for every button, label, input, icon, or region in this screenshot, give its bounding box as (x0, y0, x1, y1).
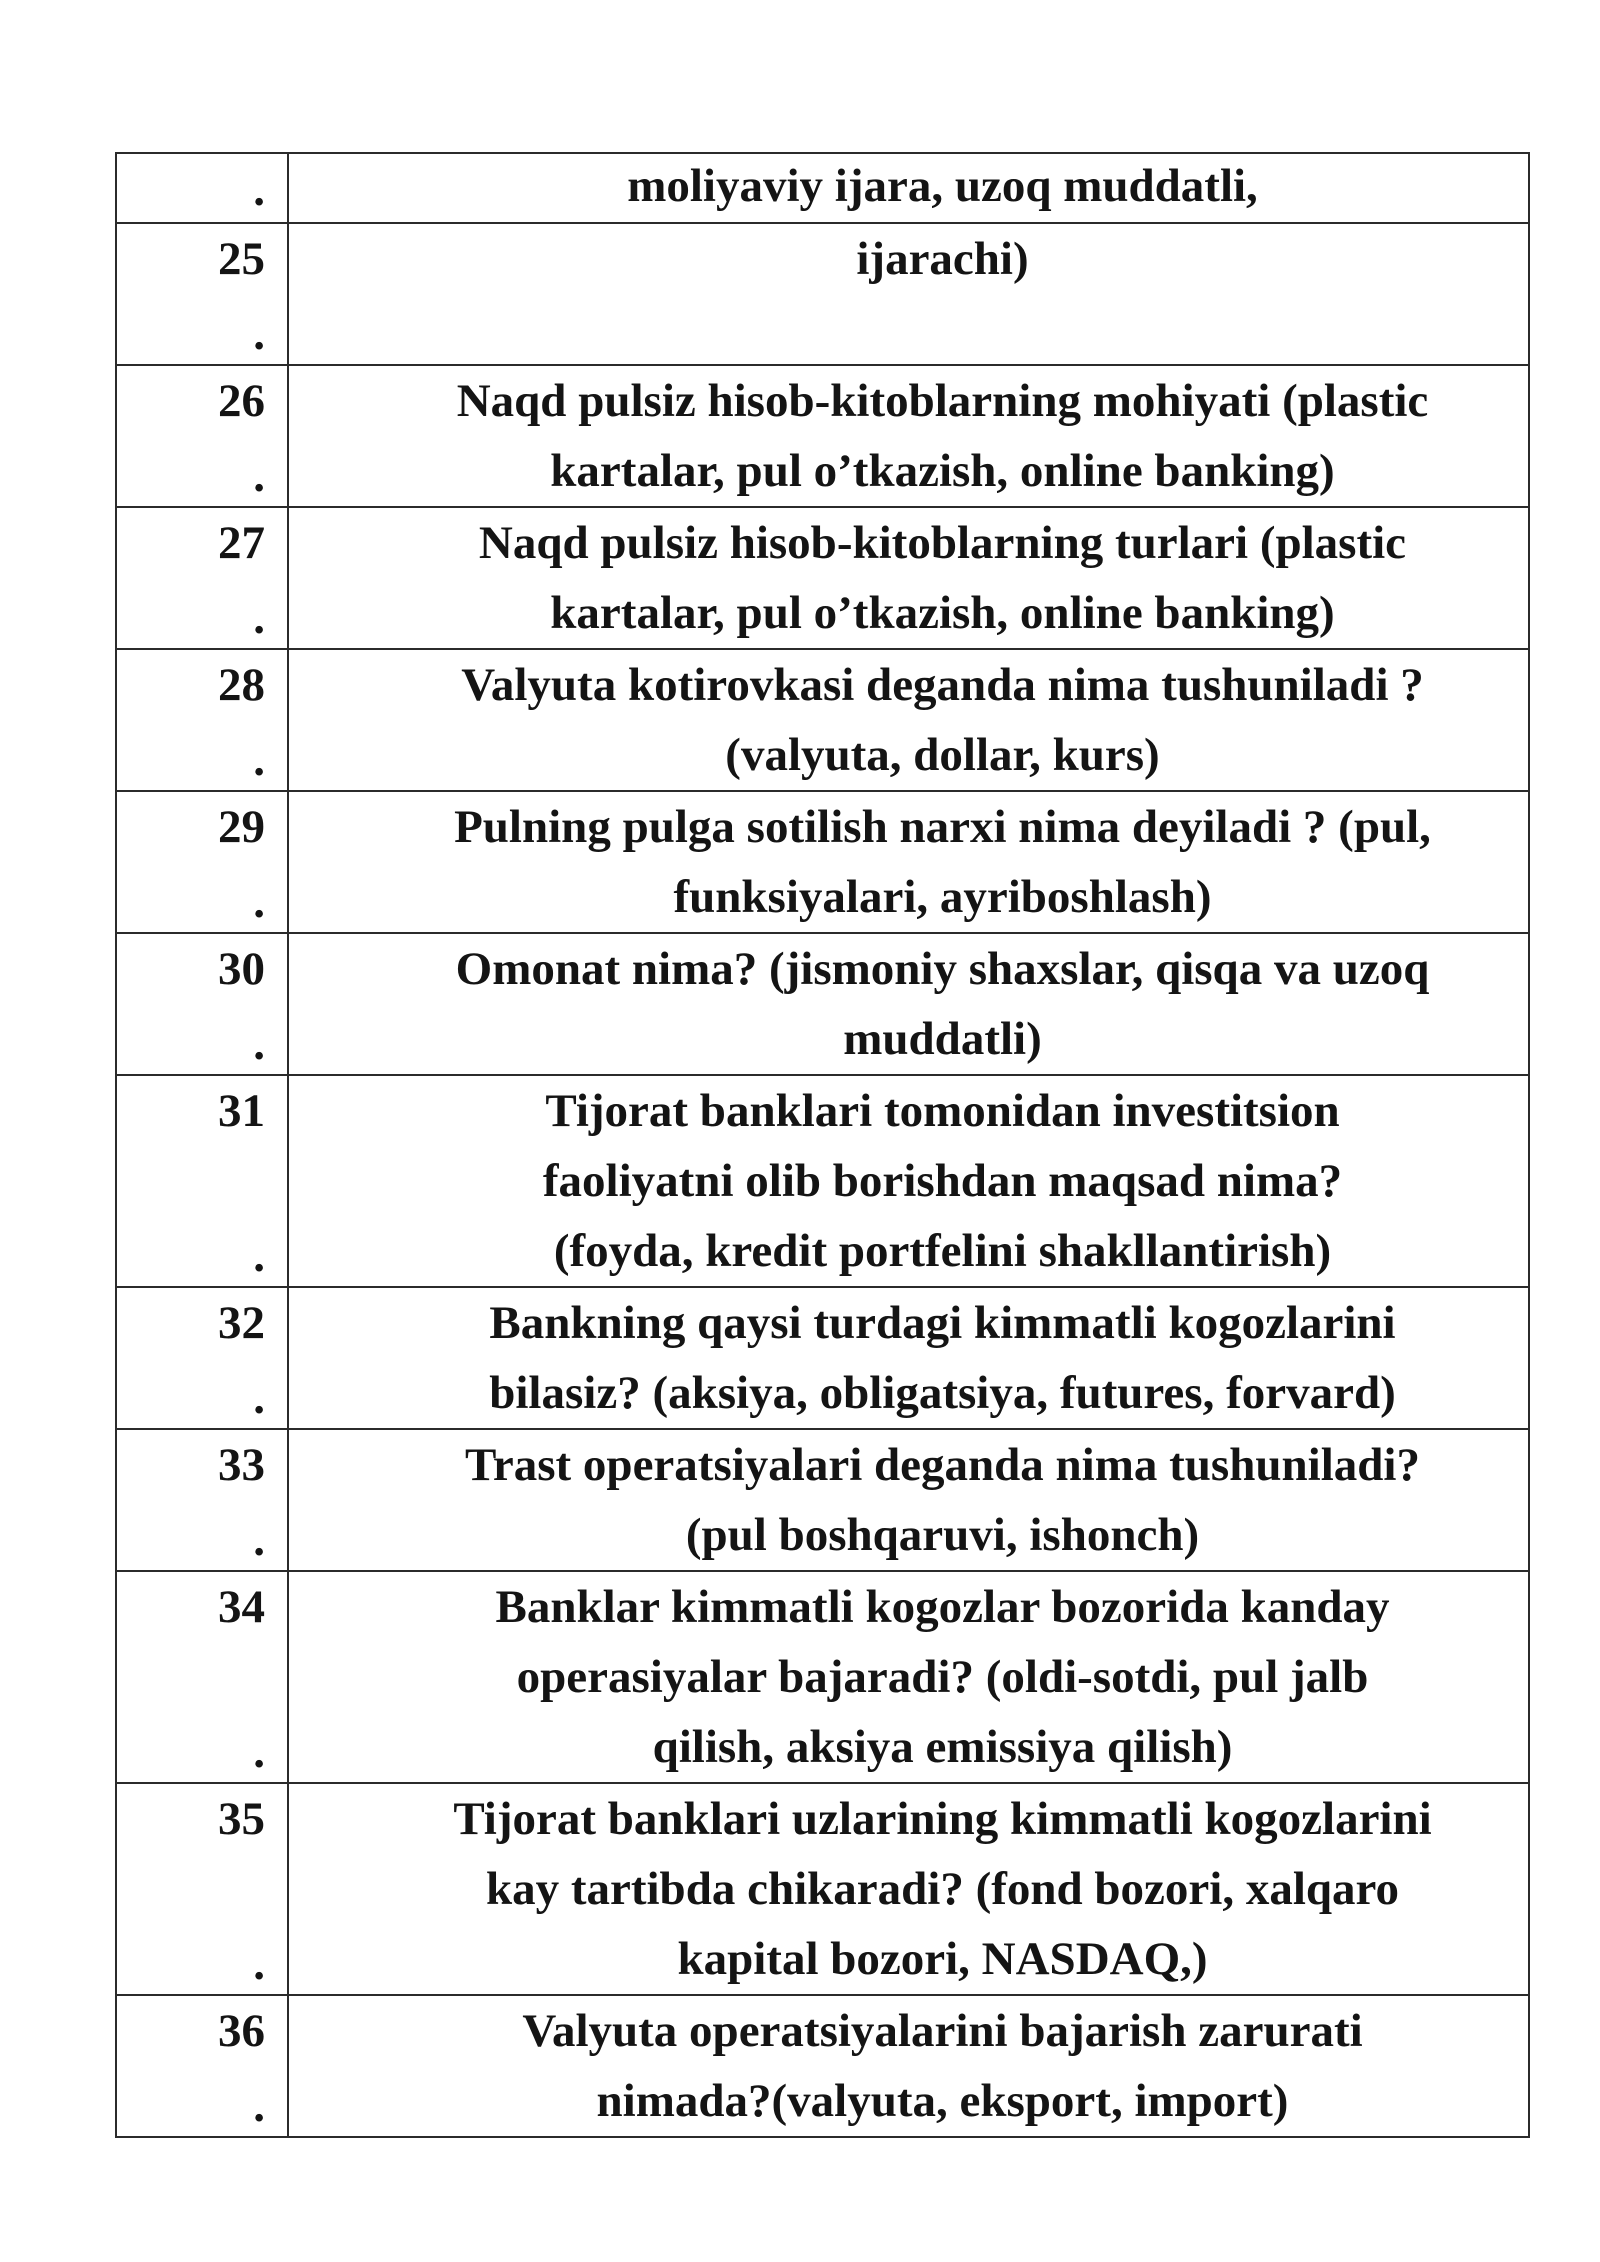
question-cell (288, 1429, 1529, 1571)
row-number-cell (116, 1075, 288, 1287)
row-number: 35 (218, 1793, 265, 1845)
row-number-cell (116, 791, 288, 933)
question-text-line: funksiyalari, ayriboshlash) (673, 871, 1212, 923)
row-number-dot: . (253, 592, 265, 644)
table-row (116, 1429, 1529, 1571)
question-table-body (116, 153, 1529, 2137)
question-text-line: Banklar kimmatli kogozlar bozorida kanday (495, 1581, 1390, 1633)
row-number: 36 (218, 2005, 265, 2057)
question-text-line: qilish, aksiya emissiya qilish) (652, 1721, 1233, 1773)
question-text-line: Omonat nima? (jismoniy shaxslar, qisqa va uzoq (455, 943, 1430, 995)
table-row (116, 1287, 1529, 1429)
question-cell (288, 507, 1529, 649)
question-cell (288, 1783, 1529, 1995)
table-row (116, 1075, 1529, 1287)
table-row (116, 1995, 1529, 2137)
row-number: 29 (218, 801, 265, 853)
row-number-dot: . (253, 1230, 265, 1282)
row-number-dot: . (253, 1018, 265, 1070)
question-text-line: (valyuta, dollar, kurs) (725, 729, 1160, 781)
question-cell (288, 365, 1529, 507)
table-row (116, 1571, 1529, 1783)
row-number-dot: . (253, 1372, 265, 1424)
question-text-line: moliyaviy ijara, uzoq muddatli, (627, 160, 1258, 212)
row-number: 25 (218, 233, 265, 285)
row-number-dot: . (253, 2080, 265, 2132)
row-number-cell (116, 1783, 288, 1995)
question-text-line: Valyuta kotirovkasi deganda nima tushuniladi ? (461, 659, 1424, 711)
row-number: 28 (218, 659, 265, 711)
question-text-line: Tijorat banklari uzlarining kimmatli kogozlarini (453, 1793, 1432, 1845)
row-number: 27 (218, 517, 265, 569)
question-text-line: Naqd pulsiz hisob-kitoblarning turlari (plastic (478, 517, 1407, 569)
table-row (116, 365, 1529, 507)
question-text-line: nimada?(valyuta, eksport, import) (596, 2075, 1289, 2127)
row-number-cell (116, 1571, 288, 1783)
question-text-line: Pulning pulga sotilish narxi nima deyiladi ? (pul, (454, 801, 1431, 853)
question-text-line: Trast operatsiyalari deganda nima tushuniladi? (465, 1439, 1420, 1491)
row-number-cell (116, 933, 288, 1075)
question-cell (288, 933, 1529, 1075)
table-row (116, 1783, 1529, 1995)
question-cell (288, 223, 1529, 365)
question-table (115, 152, 1530, 2138)
row-number-dot: . (253, 734, 265, 786)
question-cell (288, 1075, 1529, 1287)
row-number: 31 (218, 1085, 265, 1137)
question-cell (288, 153, 1529, 223)
row-number-dot: . (253, 1514, 265, 1566)
question-text-line: faoliyatni olib borishdan maqsad nima? (542, 1155, 1343, 1207)
row-number: 26 (218, 375, 265, 427)
row-number: 33 (218, 1439, 265, 1491)
table-row (116, 649, 1529, 791)
row-number: 34 (218, 1581, 265, 1633)
row-number-dot: . (253, 876, 265, 928)
question-text-line: muddatli) (843, 1013, 1042, 1065)
question-text-line: (pul boshqaruvi, ishonch) (685, 1509, 1200, 1561)
question-cell (288, 791, 1529, 933)
row-number-cell (116, 365, 288, 507)
row-number-cell (116, 1287, 288, 1429)
row-number-cell (116, 507, 288, 649)
question-text-line: Bankning qaysi turdagi kimmatli kogozlarini (489, 1297, 1396, 1349)
question-text-line: kartalar, pul o’tkazish, online banking) (550, 445, 1335, 497)
question-text-line: ijarachi) (856, 233, 1029, 285)
question-cell (288, 1995, 1529, 2137)
table-row (116, 507, 1529, 649)
table-row (116, 791, 1529, 933)
row-number-cell (116, 153, 288, 223)
table-row (116, 223, 1529, 365)
question-text-line: operasiyalar bajaradi? (oldi-sotdi, pul jalb (516, 1651, 1369, 1703)
question-cell (288, 649, 1529, 791)
question-text-line: kay tartibda chikaradi? (fond bozori, xalqaro (485, 1863, 1400, 1915)
question-text-line: kapital bozori, NASDAQ,) (677, 1933, 1208, 1985)
question-text-line: bilasiz? (aksiya, obligatsiya, futures, forvard) (489, 1367, 1396, 1419)
question-cell (288, 1287, 1529, 1429)
row-number: 30 (218, 943, 265, 995)
row-number-dot: . (253, 164, 265, 216)
question-text-line: Tijorat banklari tomonidan investitsion (545, 1085, 1340, 1137)
row-number-cell (116, 1995, 288, 2137)
question-text-line: Naqd pulsiz hisob-kitoblarning mohiyati (plastic (456, 375, 1429, 427)
question-text-line: (foyda, kredit portfelini shakllantirish) (553, 1225, 1332, 1277)
row-number-dot: . (253, 308, 265, 360)
row-number-cell (116, 649, 288, 791)
question-text-line: Valyuta operatsiyalarini bajarish zarurati (522, 2005, 1363, 2057)
row-number-dot: . (253, 1938, 265, 1990)
row-number-dot: . (253, 1726, 265, 1778)
row-number: 32 (218, 1297, 265, 1349)
question-text-line: kartalar, pul o’tkazish, online banking) (550, 587, 1335, 639)
row-number-cell (116, 1429, 288, 1571)
table-row (116, 933, 1529, 1075)
row-number-dot: . (253, 450, 265, 502)
question-cell (288, 1571, 1529, 1783)
table-row (116, 153, 1529, 223)
row-number-cell (116, 223, 288, 365)
